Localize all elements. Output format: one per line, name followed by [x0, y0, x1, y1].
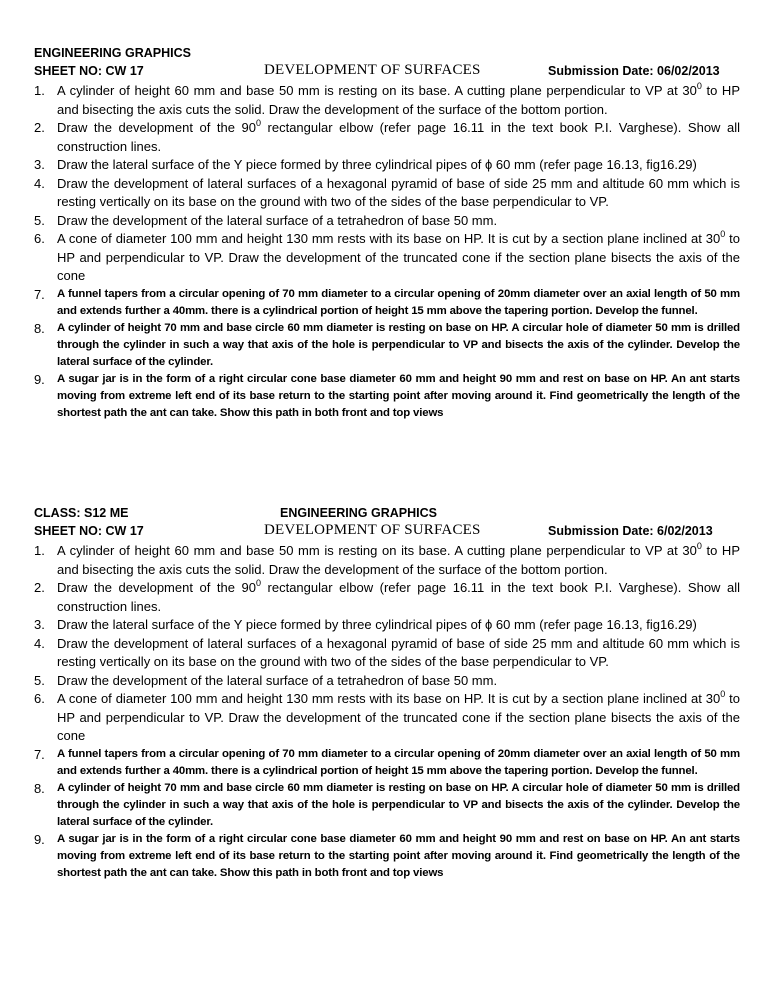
question-item: 9. A sugar jar is in the form of a right circular cone base diameter 60 mm and height 90 mm and rest on base on HP. An ant starts moving from extreme left end of its base return to the starting point after moving around it. Find geometrically the length of the shortest path the ant can take. Show this path in both front and top views: [34, 831, 740, 879]
sheet-title: DEVELOPMENT OF SURFACES: [264, 522, 481, 538]
question-item: 2. Draw the development of the $90^0$ rectangular elbow (refer page 16.11 in the text book P.I. Varghese). Show all construction lines.: [34, 118, 740, 154]
question-item: 9. A sugar jar is in the form of a right circular cone base diameter 60 mm and height 90 mm and rest on base on HP. An ant starts moving from extreme left end of its base return to the starting point after moving around it. Find geometrically the length of the shortest path the ant can take. Show this path in both front and top views: [34, 371, 740, 419]
header-row-1: [34, 504, 740, 522]
question-item: 1. A cylinder of height 60 mm and base 50 mm is resting on its base. A cutting plane perpendicular to VP at $30^0$ to HP and bisecting the axis cuts the solid. Draw the development of the surface of the bottom portion.: [34, 541, 740, 577]
subject-label: ENGINEERING GRAPHICS: [34, 46, 191, 60]
question-item: 6. A cone of diameter 100 mm and height 130 mm rests with its base on HP. It is cut by a section plane inclined at $30^0$ to HP and perpendicular to VP. Draw the development of the truncated cone if the section plane bisects the axis of the cone: [34, 689, 740, 743]
question-item: 3. Draw the lateral surface of the Y piece formed by three cylindrical pipes of ϕ 60 mm (refer page 16.13, fig16.29): [34, 617, 697, 632]
question-item: 4. Draw the development of lateral surfaces of a hexagonal pyramid of base of side 25 mm and altitude 60 mm which is resting vertically on its base on the ground with two of the sides of the base perpendicular to VP.: [34, 635, 740, 669]
question-item: 2. Draw the development of the $90^0$ rectangular elbow (refer page 16.11 in the text book P.I. Varghese). Show all construction lines.: [34, 578, 740, 614]
sheet-bottom: [34, 504, 740, 882]
class-label: CLASS: S12 ME: [34, 506, 129, 520]
sheet-title: DEVELOPMENT OF SURFACES: [264, 62, 481, 78]
header-row-1: [34, 44, 740, 62]
question-item: 3. Draw the lateral surface of the Y piece formed by three cylindrical pipes of ϕ 60 mm (refer page 16.13, fig16.29): [34, 157, 697, 172]
question-item: 5. Draw the development of the lateral surface of a tetrahedron of base 50 mm.: [34, 212, 498, 228]
question-item: 8. A cylinder of height 70 mm and base circle 60 mm diameter is resting on base on HP. A circular hole of diameter 50 mm is drilled through the cylinder in such a way that axis of the hole is perpendicular to VP and bisects the axis of the cylinder. Develop the lateral surface of the cylinder.: [34, 780, 740, 828]
question-list: [34, 82, 740, 422]
question-item: 7. A funnel tapers from a circular opening of 70 mm diameter to a circular opening of 20mm diameter over an axial length of 50 mm and extends further a 40mm. there is a cylindrical portion of height 15 mm above the tapering portion. Develop the funnel.: [34, 746, 740, 777]
question-item: 1. A cylinder of height 60 mm and base 50 mm is resting on its base. A cutting plane perpendicular to VP at $30^0$ to HP and bisecting the axis cuts the solid. Draw the development of the surface of the bottom portion.: [34, 81, 740, 117]
sheet-number: SHEET NO: CW 17: [34, 524, 144, 538]
header-row-2: [34, 522, 740, 540]
submission-date: Submission Date: 6/02/2013: [548, 524, 713, 538]
sheet-top: [34, 44, 740, 422]
question-item: 7. A funnel tapers from a circular opening of 70 mm diameter to a circular opening of 20mm diameter over an axial length of 50 mm and extends further a 40mm. there is a cylindrical portion of height 15 mm above the tapering portion. Develop the funnel.: [34, 286, 740, 317]
submission-date: Submission Date: 06/02/2013: [548, 64, 720, 78]
sheet-number: SHEET NO: CW 17: [34, 64, 144, 78]
subject-label: ENGINEERING GRAPHICS: [280, 506, 437, 520]
header-row-2: [34, 62, 740, 80]
question-list: [34, 542, 740, 882]
question-item: 6. A cone of diameter 100 mm and height 130 mm rests with its base on HP. It is cut by a section plane inclined at $30^0$ to HP and perpendicular to VP. Draw the development of the truncated cone if the section plane bisects the axis of the cone: [34, 229, 740, 283]
question-item: 8. A cylinder of height 70 mm and base circle 60 mm diameter is resting on base on HP. A circular hole of diameter 50 mm is drilled through the cylinder in such a way that axis of the hole is perpendicular to VP and bisects the axis of the cylinder. Develop the lateral surface of the cylinder.: [34, 320, 740, 368]
question-item: 5. Draw the development of the lateral surface of a tetrahedron of base 50 mm.: [34, 672, 498, 688]
question-item: 4. Draw the development of lateral surfaces of a hexagonal pyramid of base of side 25 mm and altitude 60 mm which is resting vertically on its base on the ground with two of the sides of the base perpendicular to VP.: [34, 175, 740, 209]
